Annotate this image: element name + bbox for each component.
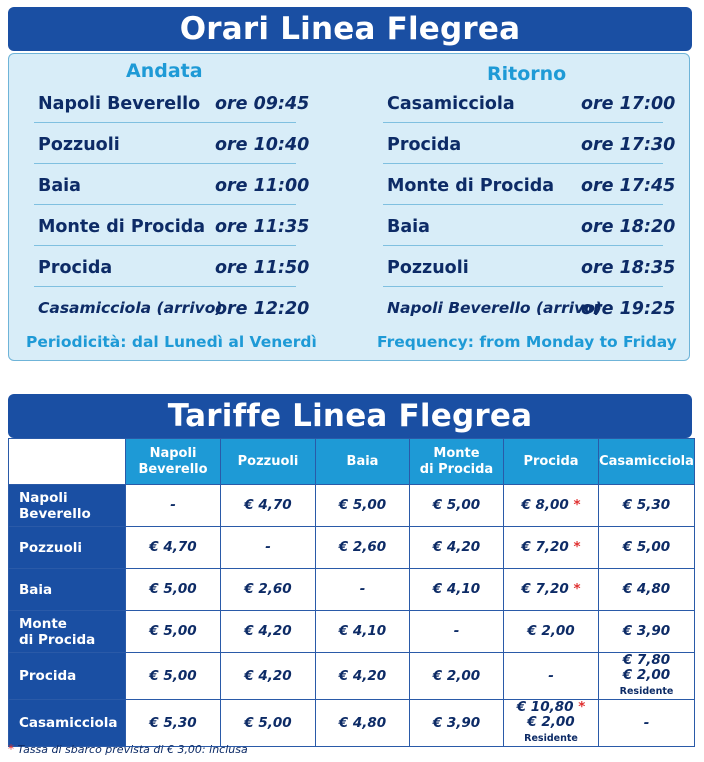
fare-cell: € 5,00 (126, 611, 221, 653)
table-row (9, 569, 695, 611)
fare-cell: € 2,60 (316, 527, 410, 569)
departure-time: ore 11:00 (215, 176, 310, 196)
fare-cell: € 5,00 (410, 485, 504, 527)
return-schedule-row (387, 217, 677, 239)
return-frequency: Frequency: from Monday to Friday (377, 333, 677, 351)
table-row (9, 653, 695, 700)
row-header: Pozzuoli (9, 527, 126, 569)
column-header: Napoli Beverello (126, 439, 221, 485)
outbound-schedule-row (38, 135, 328, 157)
row-separator (34, 204, 296, 205)
fare-cell: € 4,20 (221, 611, 316, 653)
row-header: Baia (9, 569, 126, 611)
fare-cell: € 5,00 (221, 700, 316, 747)
schedule-title: Orari Linea Flegrea (8, 7, 692, 51)
row-header: Napoli Beverello (9, 485, 126, 527)
row-separator (383, 122, 663, 123)
fare-cell: € 4,20 (221, 653, 316, 700)
return-schedule-row (387, 258, 677, 280)
outbound-schedule-row (38, 299, 328, 321)
column-header: Monte di Procida (410, 439, 504, 485)
fare-cell: - (504, 653, 599, 700)
fare-cell: € 3,90 (410, 700, 504, 747)
table-row (9, 485, 695, 527)
return-heading: Ritorno (487, 63, 567, 85)
stop-name: Napoli Beverello (38, 94, 201, 114)
table-row (9, 611, 695, 653)
departure-time: ore 10:40 (215, 135, 310, 155)
return-schedule-row (387, 299, 677, 321)
outbound-schedule-row (38, 94, 328, 116)
fare-cell: € 5,00 (126, 569, 221, 611)
fare-cell: € 2,00 (504, 611, 599, 653)
row-separator (34, 122, 296, 123)
departure-time: ore 17:30 (581, 135, 676, 155)
column-header: Baia (316, 439, 410, 485)
footnote-text: Tassa di sbarco prevista di € 3,00: inclusa (17, 743, 248, 756)
fare-cell: € 4,20 (316, 653, 410, 700)
tax-mark: * (568, 581, 581, 597)
outbound-schedule-row (38, 217, 328, 239)
fare-cell: € 5,00 (126, 653, 221, 700)
fare-cell: € 5,30 (126, 700, 221, 747)
fare-cell: € 4,10 (316, 611, 410, 653)
table-row (9, 527, 695, 569)
resident-label: Residente (524, 733, 578, 744)
column-header: Casamicciola (599, 439, 695, 485)
tariff-title: Tariffe Linea Flegrea (8, 394, 692, 438)
tariff-table (8, 438, 695, 747)
fare-cell: € 2,60 (221, 569, 316, 611)
fare-cell: € 4,70 (126, 527, 221, 569)
fare-cell: € 4,80 (316, 700, 410, 747)
row-separator (34, 286, 296, 287)
fare-cell: € 10,80 * € 2,00 Residente (504, 700, 599, 747)
departure-time: ore 19:25 (581, 299, 676, 319)
fare-cell: € 4,70 (221, 485, 316, 527)
stop-name: Baia (387, 217, 430, 237)
fare-cell: € 2,00 (410, 653, 504, 700)
table-row (9, 700, 695, 747)
departure-time: ore 11:35 (215, 217, 310, 237)
fare-cell: € 7,80 € 2,00 Residente (599, 653, 695, 700)
departure-time: ore 09:45 (215, 94, 310, 114)
stop-name: Monte di Procida (387, 176, 555, 196)
stop-name: Procida (38, 258, 113, 278)
fare-cell: - (410, 611, 504, 653)
stop-name: Baia (38, 176, 81, 196)
row-separator (383, 204, 663, 205)
stop-name: Casamicciola (387, 94, 515, 114)
fare-cell: € 7,20 * (504, 527, 599, 569)
stop-name: Pozzuoli (38, 135, 120, 155)
fare-cell: - (126, 485, 221, 527)
row-separator (34, 245, 296, 246)
column-header: Pozzuoli (221, 439, 316, 485)
fare-cell: € 8,00 * (504, 485, 599, 527)
fare-cell: € 5,00 (599, 527, 695, 569)
fare-cell: - (221, 527, 316, 569)
departure-time: ore 17:45 (581, 176, 676, 196)
fare-cell: € 3,90 (599, 611, 695, 653)
fare-cell: € 4,80 (599, 569, 695, 611)
stop-name: Napoli Beverello (arrivo) (387, 299, 602, 317)
row-separator (34, 163, 296, 164)
row-separator (383, 245, 663, 246)
fare-cell: € 5,00 (316, 485, 410, 527)
table-corner (9, 439, 126, 485)
fare-cell: - (316, 569, 410, 611)
row-header: Procida (9, 653, 126, 700)
stop-name: Monte di Procida (38, 217, 206, 237)
fare-cell: € 4,20 (410, 527, 504, 569)
stop-name: Casamicciola (arrivo) (38, 299, 223, 317)
outbound-schedule-row (38, 258, 328, 280)
return-schedule-row (387, 135, 677, 157)
departure-time: ore 11:50 (215, 258, 310, 278)
outbound-schedule-row (38, 176, 328, 198)
row-header: Casamicciola (9, 700, 126, 747)
tax-mark: * (573, 699, 586, 715)
return-schedule-row (387, 176, 677, 198)
row-header: Monte di Procida (9, 611, 126, 653)
stop-name: Pozzuoli (387, 258, 469, 278)
departure-time: ore 18:35 (581, 258, 676, 278)
fare-cell: € 7,20 * (504, 569, 599, 611)
footnote-mark: * (8, 742, 14, 756)
outbound-frequency: Periodicità: dal Lunedì al Venerdì (26, 333, 317, 351)
fare-cell: - (599, 700, 695, 747)
departure-time: ore 12:20 (215, 299, 310, 319)
resident-label: Residente (619, 686, 674, 697)
tax-mark: * (568, 497, 581, 513)
stop-name: Procida (387, 135, 462, 155)
tax-mark: * (568, 539, 581, 555)
return-schedule-row (387, 94, 677, 116)
fare-cell: € 5,30 (599, 485, 695, 527)
departure-time: ore 17:00 (581, 94, 676, 114)
fare-cell: € 4,10 (410, 569, 504, 611)
footnote (8, 742, 248, 756)
outbound-heading: Andata (126, 60, 203, 82)
departure-time: ore 18:20 (581, 217, 676, 237)
column-header: Procida (504, 439, 599, 485)
row-separator (383, 286, 663, 287)
row-separator (383, 163, 663, 164)
